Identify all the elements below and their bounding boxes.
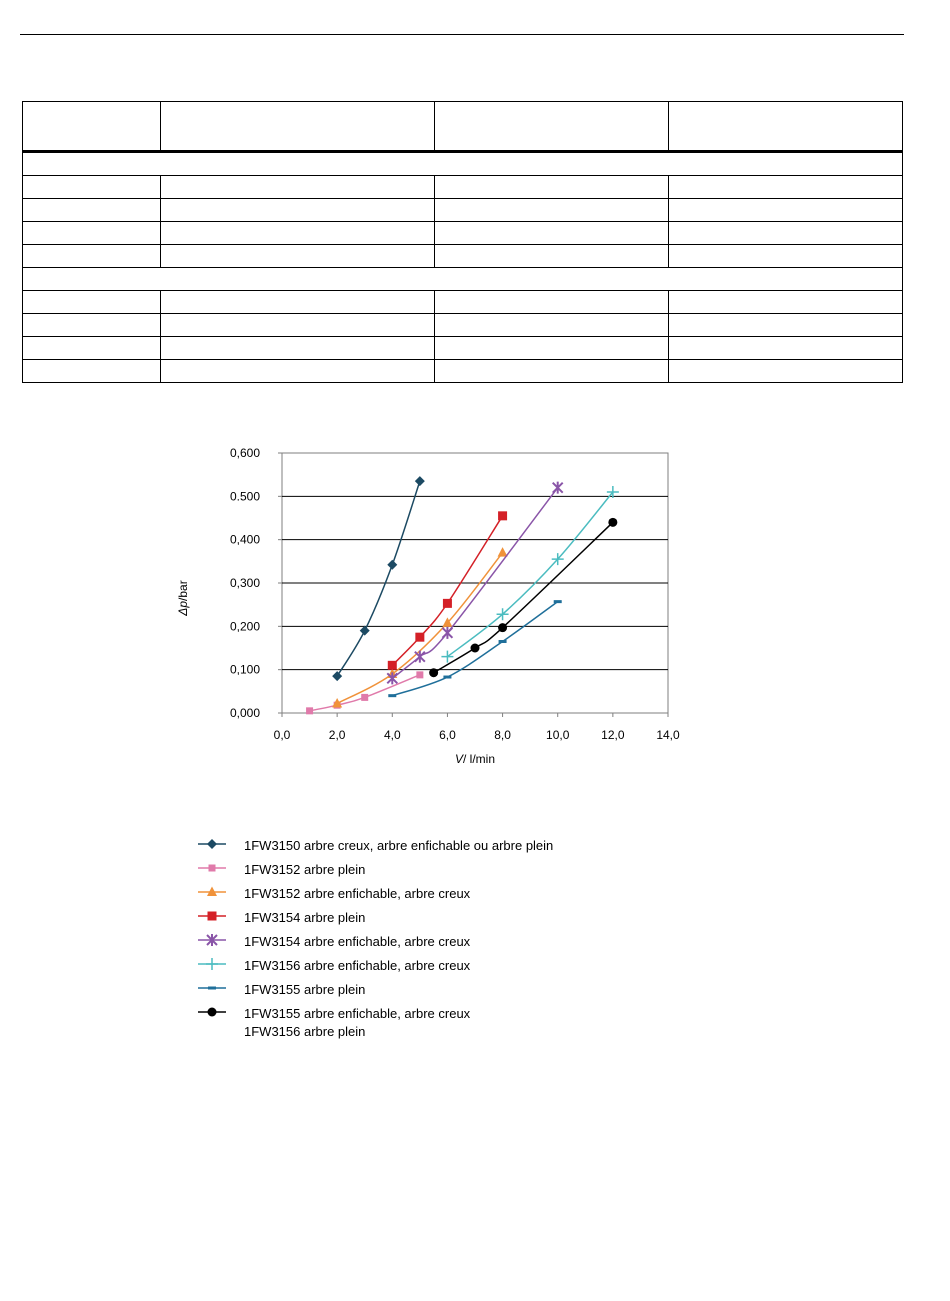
legend-swatch bbox=[196, 860, 228, 876]
y-tick-label: 0,300 bbox=[229, 576, 260, 590]
legend-label: 1FW3155 arbre plein bbox=[244, 982, 366, 997]
data-point bbox=[306, 707, 313, 714]
data-point bbox=[332, 671, 342, 681]
x-tick-label: 8,0 bbox=[494, 728, 511, 742]
x-tick-label: 4,0 bbox=[383, 728, 401, 742]
legend-label: 1FW3154 arbre plein bbox=[244, 910, 366, 925]
x-tick-label: 14,0 bbox=[656, 728, 680, 742]
data-point bbox=[360, 626, 370, 636]
data-point bbox=[441, 651, 453, 663]
data-point bbox=[553, 482, 563, 494]
legend-swatch bbox=[196, 836, 228, 852]
legend-label: 1FW3152 arbre plein bbox=[244, 862, 366, 877]
series-0 bbox=[332, 476, 425, 681]
x-tick-label: 0,0 bbox=[273, 728, 291, 742]
data-point bbox=[206, 958, 218, 970]
legend-swatch bbox=[196, 884, 228, 900]
data-point bbox=[388, 694, 396, 697]
data-point bbox=[471, 644, 480, 653]
y-tick-label: 0.500 bbox=[229, 489, 260, 504]
x-tick-label: 2,0 bbox=[328, 728, 346, 742]
data-point bbox=[415, 476, 425, 486]
data-point bbox=[608, 518, 617, 527]
legend-label: 1FW3152 arbre enfichable, arbre creux bbox=[244, 886, 471, 901]
legend-label: 1FW3155 arbre enfichable, arbre creux 1FW3156 arbre plein bbox=[244, 1006, 471, 1039]
data-point bbox=[443, 676, 451, 679]
y-tick-label: 0,600 bbox=[229, 446, 260, 460]
data-point bbox=[429, 668, 438, 677]
legend-swatch bbox=[196, 956, 228, 972]
legend-swatch bbox=[196, 1004, 228, 1020]
series-line bbox=[447, 492, 612, 657]
data-point bbox=[208, 1008, 217, 1017]
series-3 bbox=[388, 511, 507, 669]
series-line bbox=[434, 522, 613, 672]
data-point bbox=[361, 694, 368, 701]
data-point bbox=[387, 672, 397, 684]
data-point bbox=[443, 599, 452, 608]
x-tick-label: 10,0 bbox=[546, 728, 570, 742]
y-tick-label: 0,400 bbox=[229, 532, 260, 547]
series-7 bbox=[429, 518, 617, 677]
y-axis-label: Δp/bar bbox=[176, 580, 190, 616]
legend-swatch bbox=[196, 932, 228, 948]
x-axis-label: V/ l/min bbox=[454, 752, 496, 766]
data-point bbox=[209, 865, 216, 872]
data-point bbox=[387, 560, 397, 570]
data-point bbox=[415, 651, 425, 663]
data-point bbox=[208, 987, 216, 990]
data-point bbox=[554, 600, 562, 603]
legend-swatch bbox=[196, 908, 228, 924]
series-1 bbox=[306, 671, 423, 714]
legend-label: 1FW3156 arbre enfichable, arbre creux bbox=[244, 958, 471, 973]
y-tick-label: 0,000 bbox=[229, 706, 260, 720]
series-5 bbox=[441, 486, 618, 663]
data-point bbox=[499, 640, 507, 643]
series-line bbox=[337, 553, 502, 704]
y-tick-label: 0,200 bbox=[229, 619, 260, 634]
series-line bbox=[337, 481, 420, 676]
series-2 bbox=[332, 547, 507, 707]
legend-swatch bbox=[196, 980, 228, 996]
x-tick-label: 6,0 bbox=[439, 728, 456, 742]
data-point bbox=[415, 633, 424, 642]
data-point bbox=[388, 661, 397, 670]
data-point bbox=[208, 912, 217, 921]
y-tick-label: 0,100 bbox=[229, 662, 260, 677]
data-point bbox=[498, 511, 507, 520]
data-point bbox=[498, 623, 507, 632]
data-point bbox=[442, 627, 452, 639]
data-point bbox=[416, 671, 423, 678]
series-line bbox=[392, 516, 502, 666]
x-tick-label: 12,0 bbox=[601, 728, 625, 742]
legend-label: 1FW3150 arbre creux, arbre enfichable ou arbre plein bbox=[244, 838, 554, 853]
data-point bbox=[207, 839, 217, 849]
legend-label: 1FW3154 arbre enfichable, arbre creux bbox=[244, 934, 471, 949]
